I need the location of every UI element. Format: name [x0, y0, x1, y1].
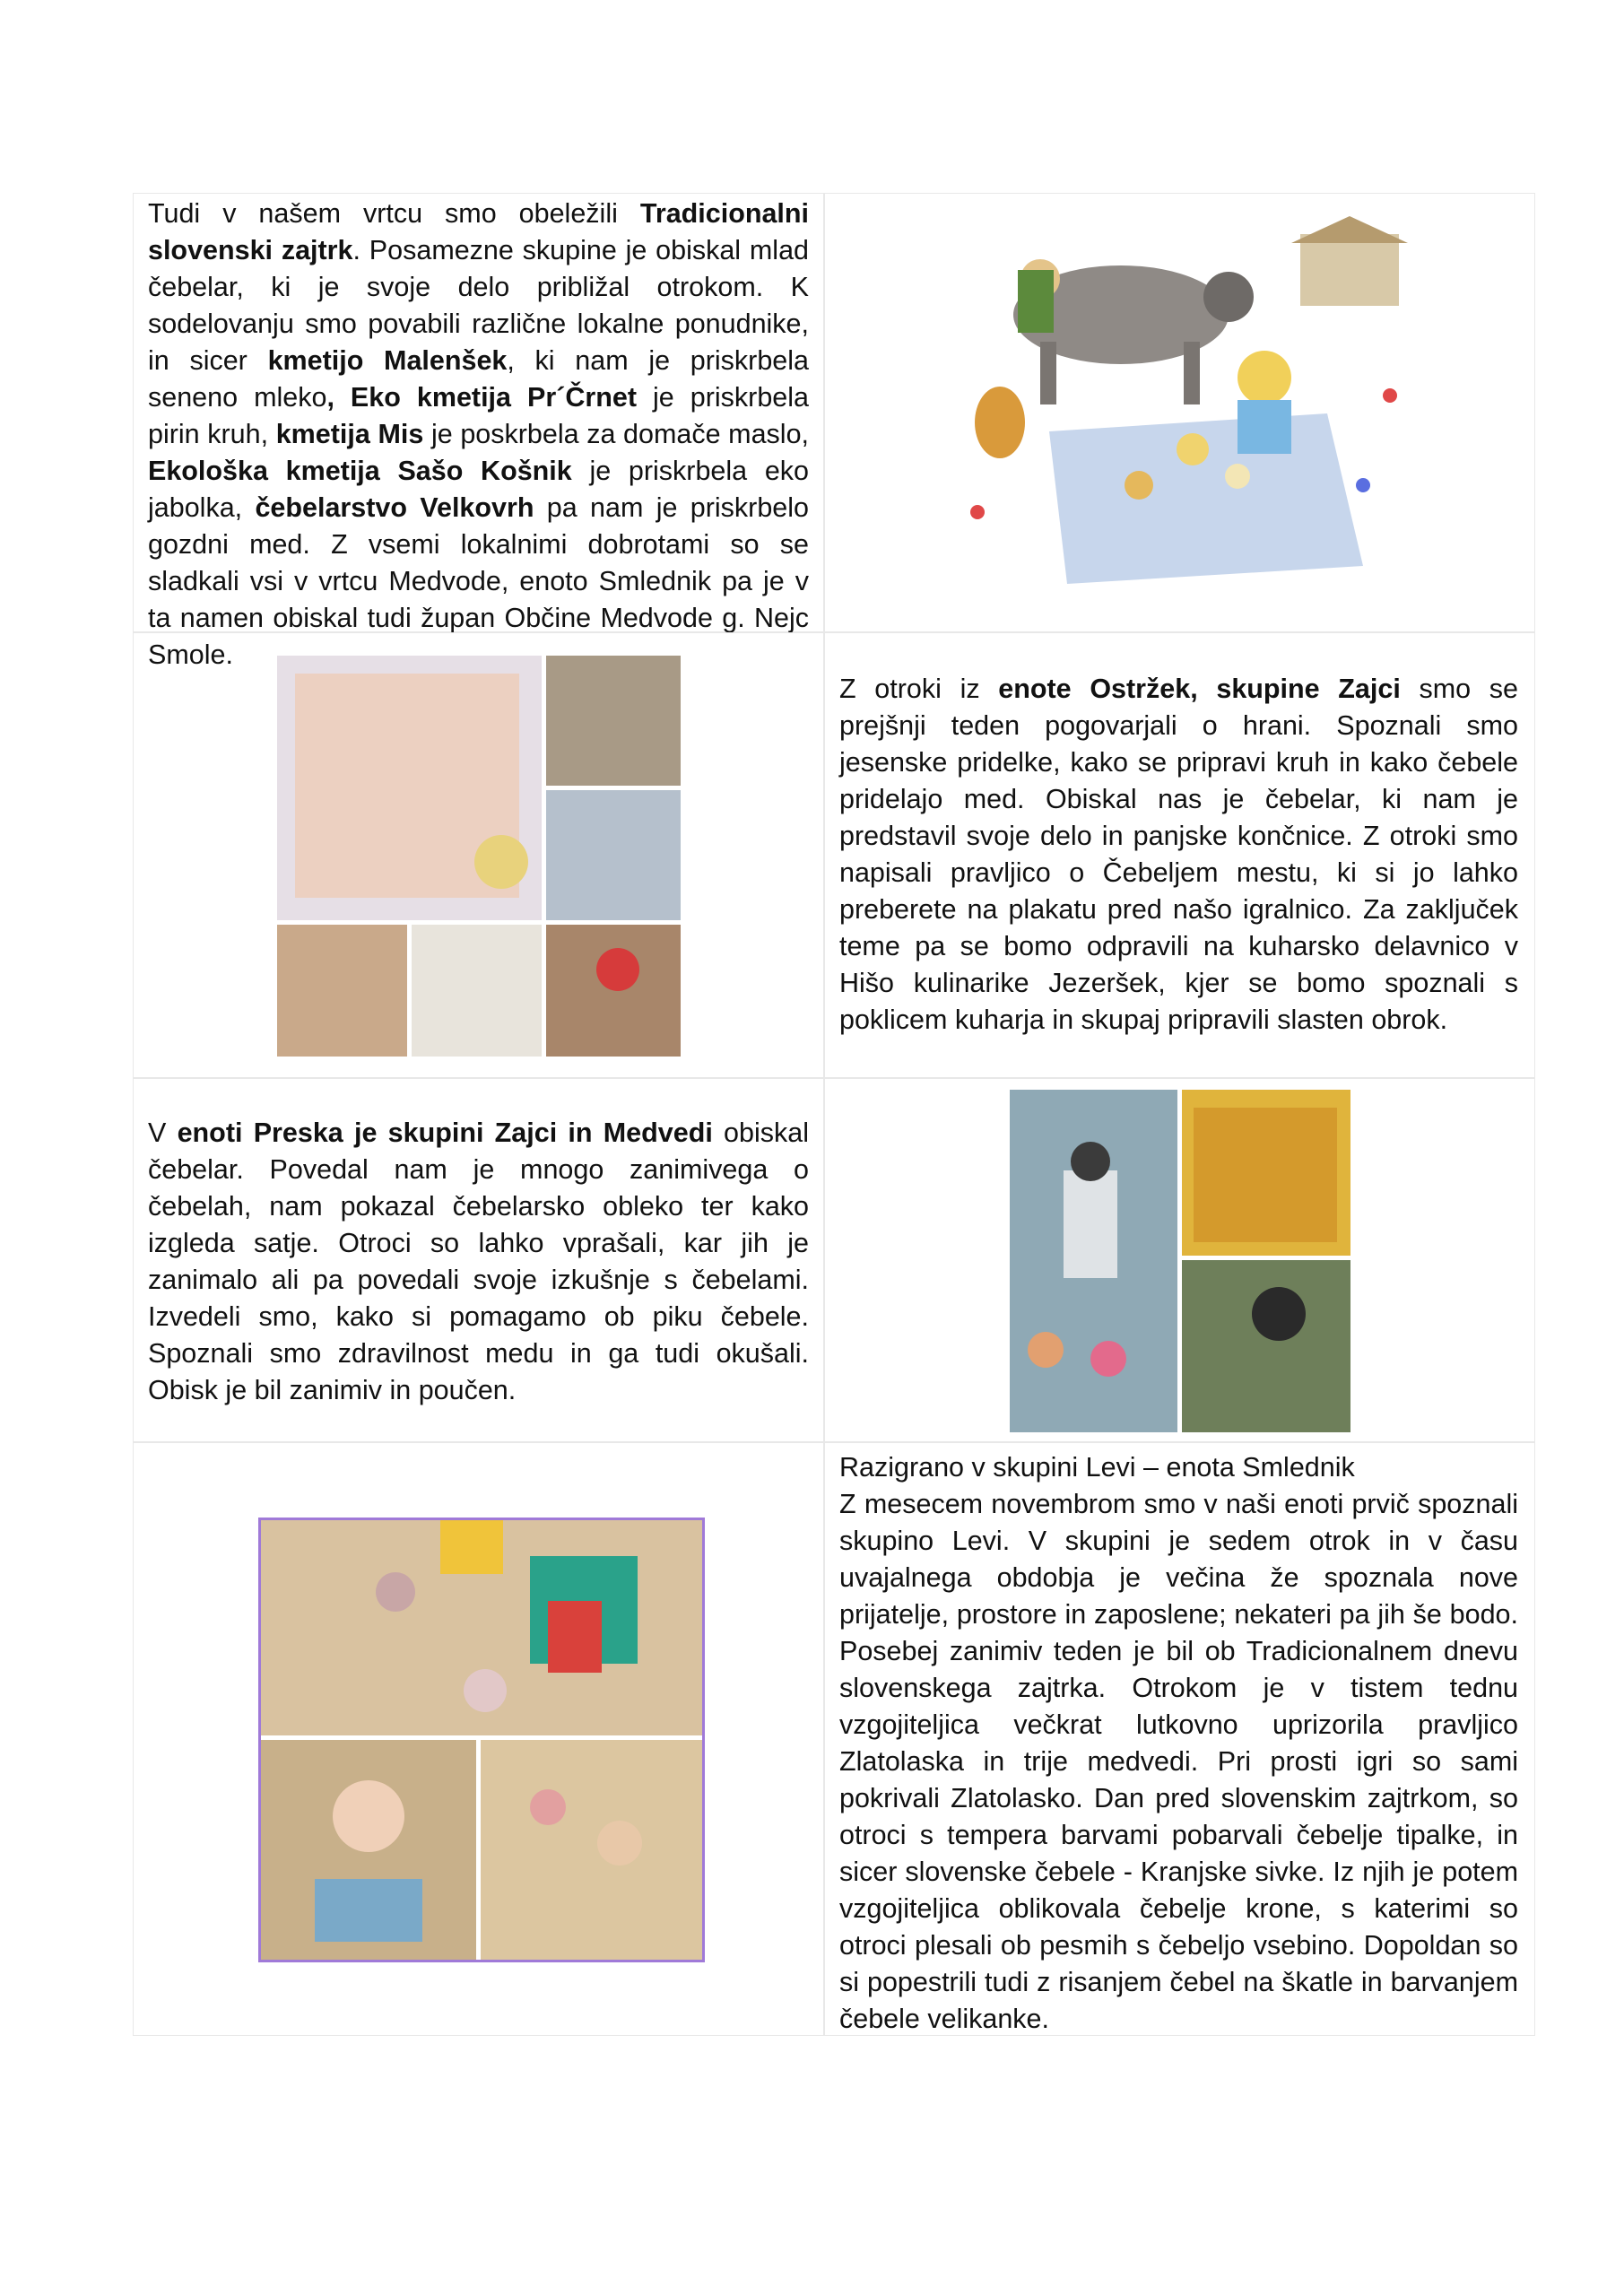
row1-left-cell	[133, 193, 824, 670]
row4-right-cell	[824, 1442, 1535, 2036]
preska-paragraph: V enoti Preska je skupini Zajci in Medvedi obiskal čebelar. Povedal nam je mnogo zanimivega o čebelah, nam pokazal čebelarsko obleko ter kako izgleda satje. Otroci so lahko vprašali, kar jih je zanimalo ali pa povedali svoje izkušnje s čebelami. Izvedeli smo, kako si pomagamo ob piku čebele. Spoznali smo zdravilnost medu in ga tudi okušali. Obisk je bil zanimiv in poučen.	[148, 1118, 809, 1405]
row2-left-cell	[133, 632, 824, 1078]
ostrzek-paragraph: Z otroki iz enote Ostržek, skupine Zajci smo se prejšnji teden pogovarjali o hrani. Spoznali smo jesenske pridelke, kako se pripravi kruh in kako čebele pridelajo med. Obiskal nas je čebelar, ki nam je predstavil svoje delo in panjske končnice. Z otroki smo napisali pravljico o Čebeljem mestu, ki si jo lahko preberete na plakatu pred našo igralnico. Za zaključek teme pa se bomo odpravili na kuharsko delavnico v Hišo kulinarike Jezeršek, kjer se bomo spoznali s poklicem kuharja in skupaj pripravili slasten obrok.	[839, 674, 1519, 1035]
row3-left-cell	[133, 1078, 824, 1442]
row4-left-cell	[133, 1442, 824, 2036]
ostrzek-collage	[277, 656, 681, 1057]
row2-right-cell	[824, 632, 1535, 1078]
breakfast-illustration	[942, 216, 1417, 615]
levi-paragraph: Z mesecem novembrom smo v naši enoti prvič spoznali skupino Levi. V skupini je sedem otrok in v času uvajalnega obdobja je večina že spoznala nove prijatelje, prostore in zaposlene; nekateri pa jih še bodo. Posebej zanimiv teden je bil ob Tradicionalnem dnevu slovenskega zajtrka. Otrokom je v tistem tednu vzgojiteljica večkrat lutkovno uprizorila pravljico Zlatolaska in trije medvedi. Pri prosti igri so sami pokrivali Zlatolasko. Dan pred slovenskim zajtrkom, so otroci s tempera barvami pobarvali čebelje tipalke, in sicer slovenske čebele - Kranjske sivke. Iz njih je potem vzgojiteljica oblikovala čebelje krone, s katerimi so otroci plesali ob pesmih s čebeljo vsebino. Dopoldan so si popestrili tudi z risanjem čebel na škatle in barvanjem čebele velikanke.	[839, 1489, 1518, 2034]
preska-collage	[1010, 1090, 1350, 1432]
levi-heading: Razigrano v skupini Levi – enota Smlednik	[839, 1452, 1355, 1483]
row3-right-cell	[824, 1078, 1535, 1442]
smlednik-collage	[261, 1520, 702, 1960]
row1-right-cell	[824, 193, 1535, 632]
zajtrk-paragraph: Tudi v našem vrtcu smo obeležili Tradicionalni slovenski zajtrk. Posamezne skupine je obiskal mlad čebelar, ki je svoje delo približal otrokom. K sodelovanju smo povabili različne lokalne ponudnike, in sicer kmetijo Malenšek, ki nam je priskrbela seneno mleko, Eko kmetija Pr´Črnet je priskrbela pirin kruh, kmetija Mis je poskrbela za domače maslo, Ekološka kmetija Sašo Košnik je priskrbela eko jabolka, čebelarstvo Velkovrh pa nam je priskrbelo gozdni med. Z vsemi lokalnimi dobrotami so se sladkali vsi v vrtcu Medvode, enoto Smlednik pa je v ta namen obiskal tudi župan Občine Medvode g. Nejc Smole.	[148, 198, 810, 670]
